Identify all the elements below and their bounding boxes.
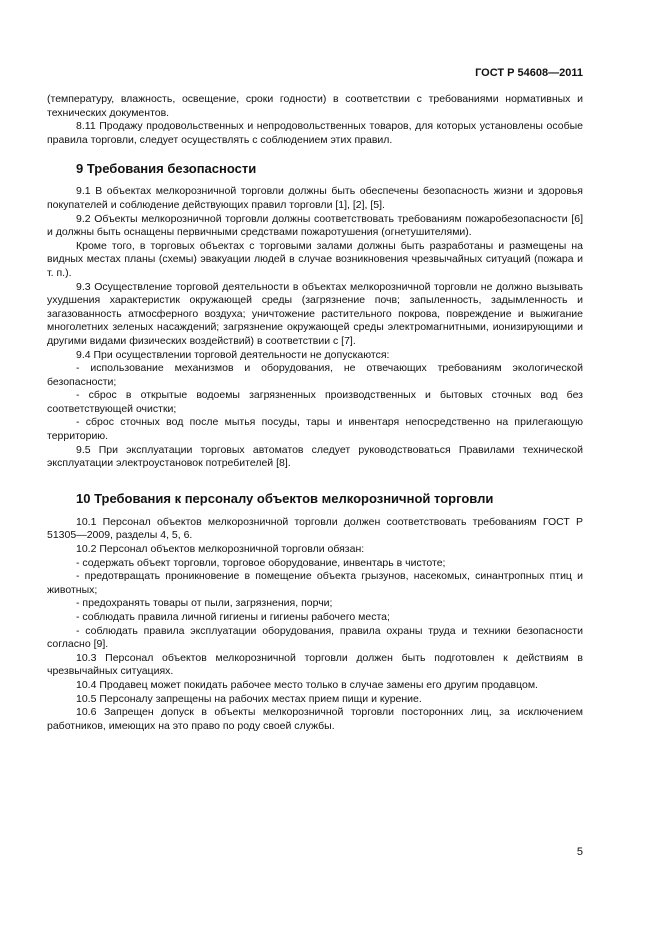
standard-header: ГОСТ Р 54608—2011 xyxy=(475,67,583,79)
paragraph: Кроме того, в торговых объектах с торговыми залами должны быть разработаны и размещены на видных местах планы (схемы) эвакуации людей в случае возникновения чрезвычайных ситуаций (пожара и т. п.). xyxy=(47,239,583,279)
paragraph: 9.5 При эксплуатации торговых автоматов следует руководствоваться Правилами технической эксплуатации электроустановок потребителей [8]. xyxy=(47,443,583,470)
paragraph: 10.1 Персонал объектов мелкорозничной торговли должен соответствовать требованиям ГОСТ Р 51305—2009, разделы 4, 5, 6. xyxy=(47,515,583,542)
list-item: - сброс в открытые водоемы загрязненных производственных и бытовых сточных вод без соответствующей очистки; xyxy=(47,389,583,415)
list-item: - сброс сточных вод после мытья посуды, тары и инвентаря непосредственно на прилегающую территорию. xyxy=(47,416,583,443)
paragraph: (температуру, влажность, освещение, сроки годности) в соответствии с требованиями нормативных и технических документов. xyxy=(47,93,583,119)
paragraph: 9.3 Осуществление торговой деятельности в объектах мелкорозничной торговли не должно вызывать ухудшения характеристик окружающей среды (загрязнение почв; запыленность, задымленность и загазованность атмосферного воздуха; уничтожение растительного покрова, повреждение и выжигание многолетних зеленых насаждений; загрязнение окружающей среды электромагнитными, ионизирующими и другими видами физических воздействий) в соответствии с [7]. xyxy=(47,280,583,347)
page-number: 5 xyxy=(576,846,583,858)
list-item: - предохранять товары от пыли, загрязнения, порчи; xyxy=(76,597,333,610)
list-item: - использование механизмов и оборудования, не отвечающих требованиям экологической безопасности; xyxy=(47,362,583,388)
section-heading-9: 9 Требования безопасности xyxy=(76,161,257,177)
list-item: - соблюдать правила эксплуатации оборудования, правила охраны труда и техники безопасности согласно [9]. xyxy=(47,624,583,651)
paragraph: 9.4 При осуществлении торговой деятельности не допускаются: xyxy=(76,348,390,361)
section-heading-10: 10 Требования к персоналу объектов мелкорозничной торговли xyxy=(76,490,494,506)
paragraph: 10.3 Персонал объектов мелкорозничной торговли должен быть подготовлен к действиям в чрезвычайных ситуациях. xyxy=(47,651,583,678)
paragraph: 10.6 Запрещен допуск в объекты мелкорозничной торговли посторонних лиц, за исключением работников, имеющих на это право по роду своей службы. xyxy=(47,706,583,732)
paragraph: 10.4 Продавец может покидать рабочее место только в случае замены его другим продавцом. xyxy=(76,678,538,691)
list-item: - содержать объект торговли, торговое оборудование, инвентарь в чистоте; xyxy=(76,556,446,569)
paragraph: 8.11 Продажу продовольственных и непродовольственных товаров, для которых установлены особые правила торговли, следует осуществлять с соблюдением этих правил. xyxy=(47,120,583,146)
paragraph: 10.2 Персонал объектов мелкорозничной торговли обязан: xyxy=(76,543,365,556)
paragraph: 9.2 Объекты мелкорозничной торговли должны соответствовать требованиям пожаробезопасности [6] и должны быть оснащены первичными средствами пожаротушения (огнетушителями). xyxy=(47,212,583,239)
document-body xyxy=(47,93,583,733)
paragraph: 10.5 Персоналу запрещены на рабочих местах прием пищи и курение. xyxy=(76,692,422,705)
list-item: - соблюдать правила личной гигиены и гигиены рабочего места; xyxy=(76,611,390,623)
list-item: - предотвращать проникновение в помещение объекта грызунов, насекомых, синантропных птиц и животных; xyxy=(47,570,583,596)
paragraph: 9.1 В объектах мелкорозничной торговли должны быть обеспечены безопасность жизни и здоровья покупателей и соблюдение действующих правил торговли [1], [2], [5]. xyxy=(47,185,583,211)
